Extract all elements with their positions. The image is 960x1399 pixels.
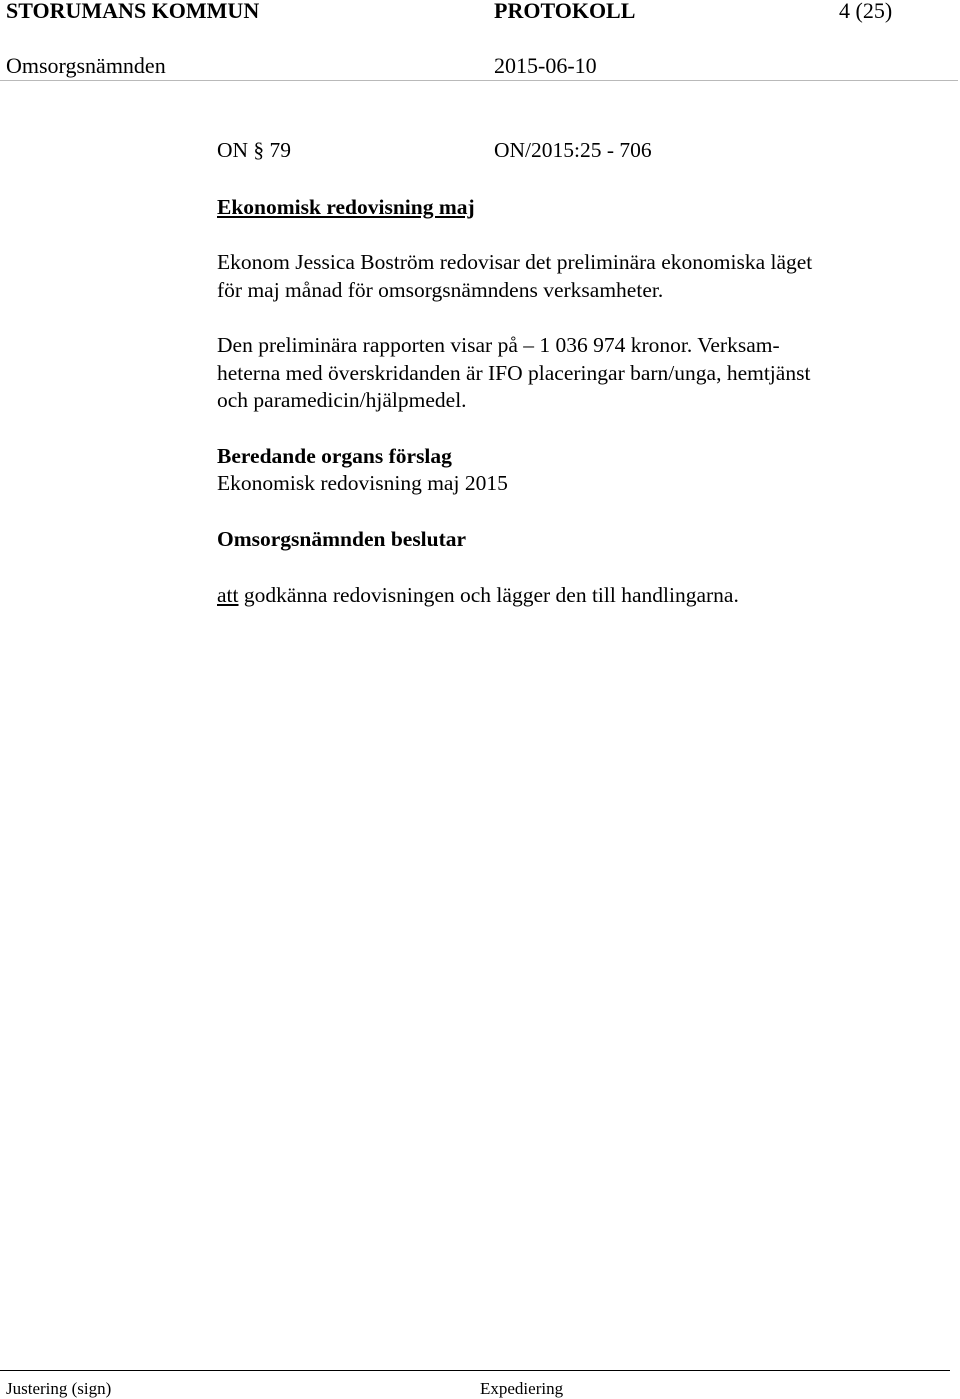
case-number: ON/2015:25 - 706 xyxy=(494,138,652,162)
proposal-text: Ekonomisk redovisning maj 2015 xyxy=(217,471,508,495)
page-number: 4 (25) xyxy=(839,0,893,23)
paragraph-2 xyxy=(217,332,810,415)
meeting-date: 2015-06-10 xyxy=(494,53,597,78)
paragraph-1 xyxy=(217,249,812,304)
item-title: Ekonomisk redovisning maj xyxy=(217,195,475,219)
paragraph-number: ON § 79 xyxy=(217,138,292,162)
signature-label: Justering (sign) xyxy=(6,1379,112,1398)
paragraph-2-line-1: Den preliminära rapporten visar på – 1 036 974 kronor. Verksam- xyxy=(217,333,780,357)
organization-name: STORUMANS KOMMUN xyxy=(6,0,260,23)
paragraph-1-line-2: för maj månad för omsorgsnämndens verksamheter. xyxy=(217,277,664,302)
header-divider xyxy=(0,80,958,81)
footer-divider xyxy=(0,1370,950,1371)
committee-name: Omsorgsnämnden xyxy=(6,53,166,78)
document-type: PROTOKOLL xyxy=(494,0,636,23)
paragraph-1-line-1: Ekonom Jessica Boström redovisar det preliminära ekonomiska läget xyxy=(217,250,813,274)
decision-text: godkänna redovisningen och lägger den till handlingarna. xyxy=(238,583,739,607)
paragraph-2-line-3: och paramedicin/hjälpmedel. xyxy=(217,388,467,412)
paragraph-2-line-2: heterna med överskridanden är IFO placeringar barn/unga, hemtjänst xyxy=(217,360,811,385)
decision-keyword: att xyxy=(217,583,239,607)
proposal-heading: Beredande organs förslag xyxy=(217,444,452,468)
dispatch-label: Expediering xyxy=(480,1379,564,1398)
decision-heading: Omsorgsnämnden beslutar xyxy=(217,527,467,551)
decision-line xyxy=(217,582,739,610)
